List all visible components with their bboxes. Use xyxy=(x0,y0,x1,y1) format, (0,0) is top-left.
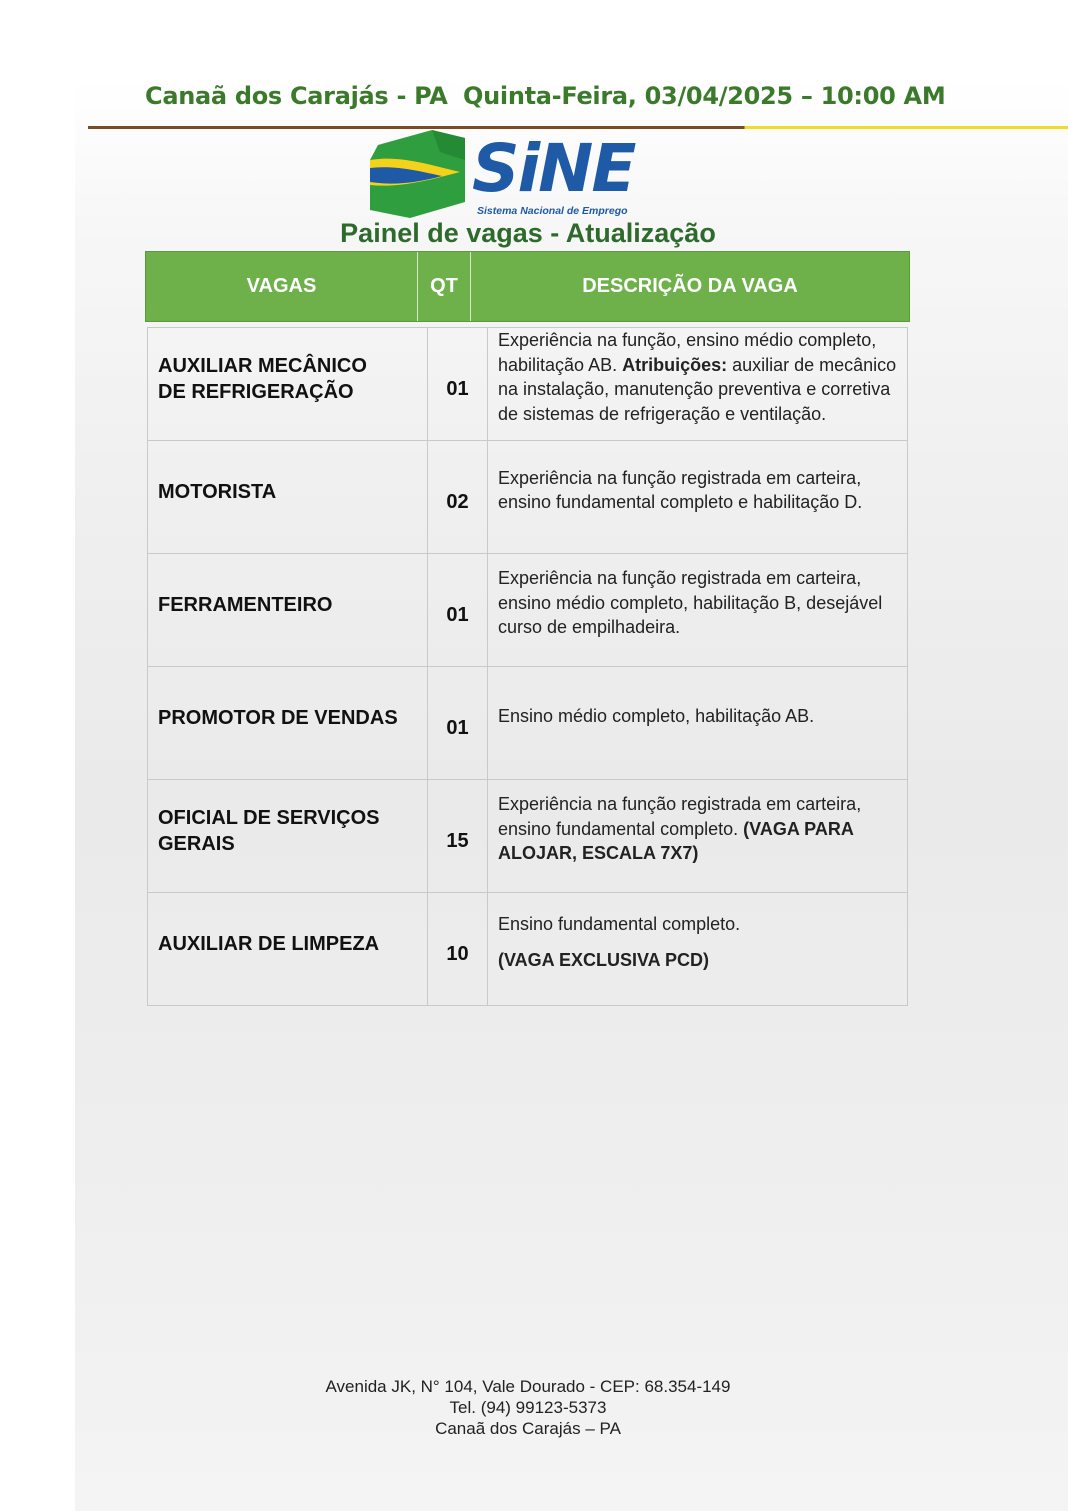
page-title: Painel de vagas - Atualização xyxy=(340,218,716,248)
column-header-descricao: DESCRIÇÃO DA VAGA xyxy=(582,275,798,297)
job-description-bold: Atribuições: xyxy=(622,354,728,375)
table-row xyxy=(148,441,908,554)
description-cell xyxy=(488,780,908,893)
job-title-cell xyxy=(148,441,428,554)
table-row xyxy=(148,780,908,893)
job-description: Experiência na função, ensino médio completo, habilitação AB. xyxy=(498,330,877,375)
quantity-cell xyxy=(428,554,488,667)
job-title: MOTORISTA xyxy=(158,481,277,503)
job-quantity: 15 xyxy=(446,829,469,852)
description-cell xyxy=(488,328,908,441)
job-title-cell xyxy=(148,667,428,780)
job-title-cell xyxy=(148,780,428,893)
job-quantity: 02 xyxy=(446,490,469,513)
footer-city: Canaã dos Carajás – PA xyxy=(435,1419,621,1438)
description-cell xyxy=(488,667,908,780)
job-description: Experiência na função registrada em carteira, ensino fundamental completo. xyxy=(498,794,862,839)
header-divider xyxy=(88,126,1068,129)
table-row xyxy=(148,667,908,780)
job-title-cell xyxy=(148,328,428,441)
footer-address: Avenida JK, N° 104, Vale Dourado - CEP: 68.354-149 xyxy=(325,1377,731,1396)
job-listings-table xyxy=(147,327,908,1006)
column-header-vagas: VAGAS xyxy=(146,252,418,321)
description-cell xyxy=(488,554,908,667)
quantity-cell xyxy=(428,893,488,1006)
job-title-line2: GERAIS xyxy=(158,833,235,855)
job-title-cell xyxy=(148,554,428,667)
job-quantity: 01 xyxy=(446,603,469,626)
table-row xyxy=(148,893,908,1006)
document-footer xyxy=(0,1376,1056,1439)
job-description: Ensino médio completo, habilitação AB. xyxy=(498,705,815,726)
job-description: Ensino fundamental completo. xyxy=(498,913,741,934)
job-title-line2: DE REFRIGERAÇÃO xyxy=(158,381,354,403)
header-datetime: Quinta-Feira, 03/04/2025 – 10:00 AM xyxy=(463,82,946,110)
job-description-continued: auxiliar de mecânico na instalação, manutenção preventiva e corretiva de sistemas de refrigeração e ventilação. xyxy=(498,354,897,424)
job-description: Experiência na função registrada em carteira, ensino médio completo, habilitação B, desejável curso de empilhadeira. xyxy=(498,568,883,638)
description-cell xyxy=(488,441,908,554)
logo-brand: SiNE xyxy=(472,130,635,207)
quantity-cell xyxy=(428,328,488,441)
table-header xyxy=(145,251,910,322)
logo-subtitle: Sistema Nacional de Emprego xyxy=(477,205,628,217)
job-title-cell xyxy=(148,893,428,1006)
quantity-cell xyxy=(428,441,488,554)
footer-phone: Tel. (94) 99123-5373 xyxy=(449,1398,607,1417)
job-quantity: 10 xyxy=(446,942,469,965)
table-row xyxy=(148,554,908,667)
header-city: Canaã dos Carajás - PA xyxy=(145,82,448,110)
job-description-note: (VAGA EXCLUSIVA PCD) xyxy=(498,950,710,970)
description-cell xyxy=(488,893,908,1006)
job-title: OFICIAL DE SERVIÇOS xyxy=(158,807,380,829)
job-description: Experiência na função registrada em carteira, ensino fundamental completo e habilitação D. xyxy=(498,467,863,512)
table-row xyxy=(148,328,908,441)
job-title: PROMOTOR DE VENDAS xyxy=(158,707,398,729)
job-title: AUXILIAR DE LIMPEZA xyxy=(158,933,380,955)
job-title: FERRAMENTEIRO xyxy=(158,594,333,616)
quantity-cell xyxy=(428,780,488,893)
job-quantity: 01 xyxy=(446,377,469,400)
column-header-qt: QT xyxy=(418,252,471,321)
job-quantity: 01 xyxy=(446,716,469,739)
job-title: AUXILIAR MECÂNICO xyxy=(158,355,367,377)
job-description-bold: (VAGA PARA ALOJAR, ESCALA 7X7) xyxy=(498,818,854,864)
quantity-cell xyxy=(428,667,488,780)
